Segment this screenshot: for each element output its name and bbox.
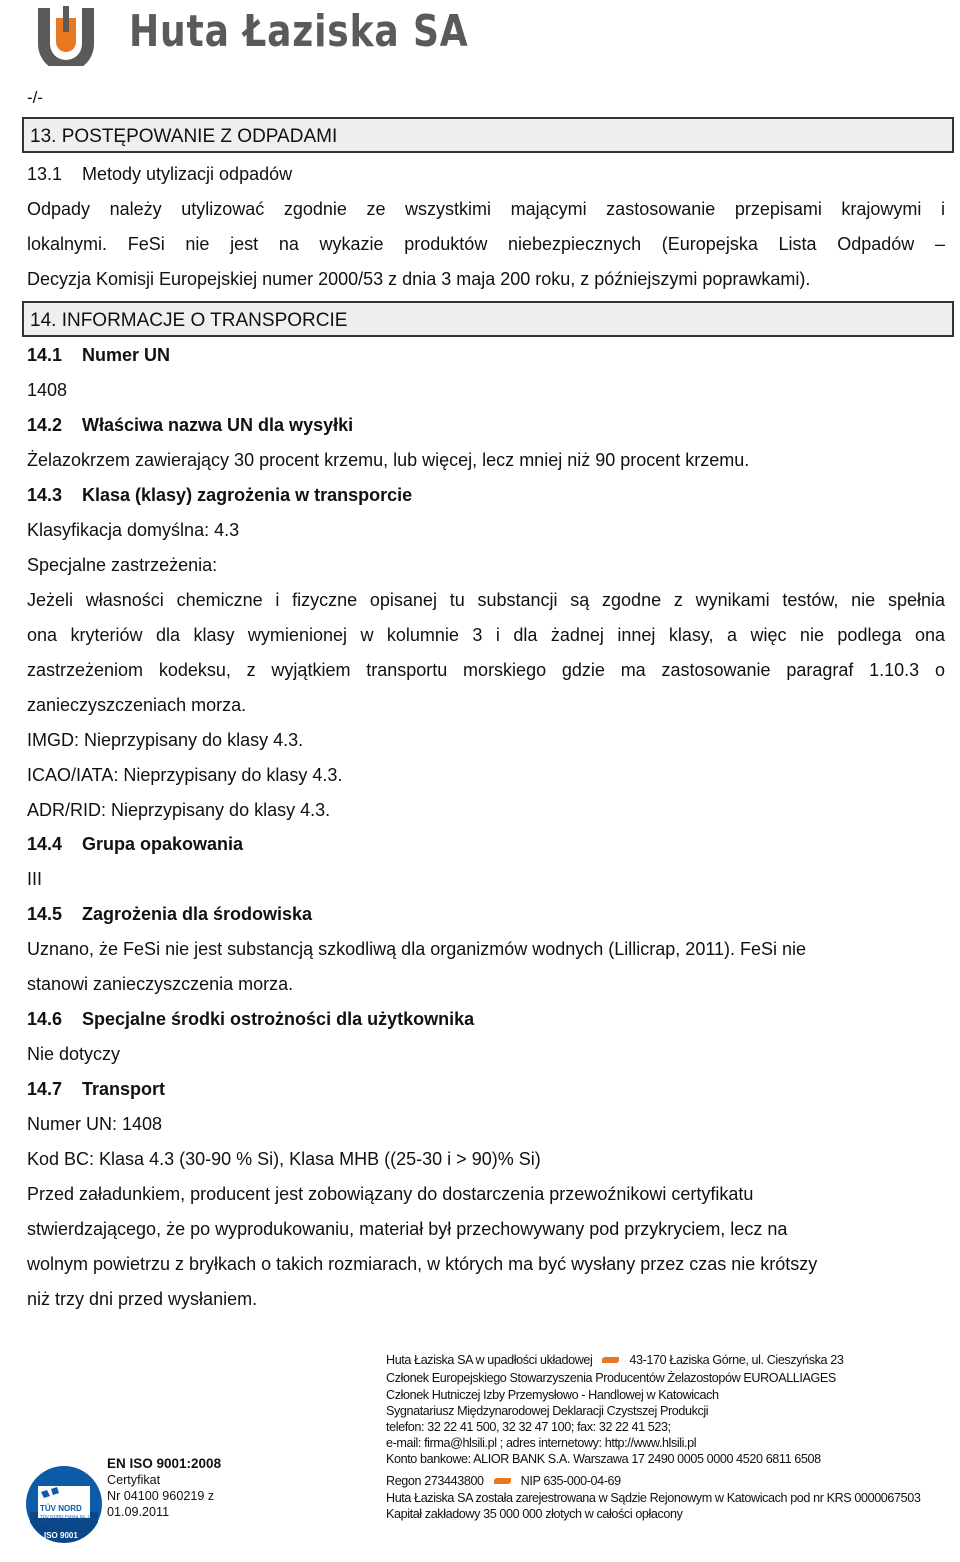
subsection-title: Transport [82,1079,166,1099]
paragraph-line: Jeżeli własności chemiczne i fizyczne opisanej tu substancji są zgodne z wynikami testów, nie spełnia [27,590,945,610]
page-mark: -/- [27,88,44,107]
subsection-number: 14.5 [27,904,63,924]
paragraph-line: Decyzja Komisji Europejskiej numer 2000/53 z dnia 3 maja 200 roku, z późniejszymi poprawkami). [27,269,811,289]
footer-company: Huta Łaziska SA w upadłości układowej [386,1353,593,1367]
paragraph-line: stanowi zanieczyszczenia morza. [27,974,294,994]
footer-line: Członek Hutniczej Izby Przemysłowo - Handlowej w Katowicach [386,1388,719,1402]
subsection-14-4-heading [27,834,243,855]
special-provisions-label: Specjalne zastrzeżenia: [27,555,218,575]
tuv-sub: TÜV NORD Polska Sp. z o.o. [40,1514,90,1524]
section-13-header [22,117,954,153]
subsection-14-7-heading [27,1079,165,1100]
bc-code: Kod BC: Klasa 4.3 (30-90 % Si), Klasa MHB ((25-30 i > 90)% Si) [27,1149,541,1169]
subsection-14-3-heading [27,485,412,506]
adr-classification: ADR/RID: Nieprzypisany do klasy 4.3. [27,800,331,820]
iso-certificate-number: Nr 04100 960219 z [107,1489,215,1503]
paragraph-line: Odpady należy utylizować zgodnie ze wszystkimi mającymi zastosowanie przepisami krajowymi i [27,199,945,219]
subsection-title: Klasa (klasy) zagrożenia w transporcie [82,485,413,505]
iso-standard: EN ISO 9001:2008 [107,1456,222,1471]
footer-regon: Regon 273443800 [386,1474,484,1488]
subsection-title: Grupa opakowania [82,834,244,854]
subsection-number: 14.3 [27,485,63,505]
footer-registration: Huta Łaziska SA została zarejestrowana w Sądzie Rejonowym w Katowicach pod nr KRS 0000067503 [386,1491,921,1505]
orange-arrow-icon [602,1357,619,1363]
imgd-classification: IMGD: Nieprzypisany do klasy 4.3. [27,730,304,750]
un-number-value: 1408 [27,380,68,400]
paragraph-line: lokalnymi. FeSi nie jest na wykazie produktów niebezpiecznych (Europejska Lista Odpadów – [27,234,945,254]
subsection-title: Metody utylizacji odpadów [82,164,293,184]
orange-arrow-icon [494,1478,511,1484]
footer-regon-line [386,1474,621,1488]
paragraph-line: niż trzy dni przed wysłaniem. [27,1289,258,1309]
logo-emblem-icon [26,4,126,66]
subsection-14-6-heading [27,1009,474,1030]
footer-nip: NIP 635-000-04-69 [520,1474,621,1488]
transport-un-number: Numer UN: 1408 [27,1114,163,1134]
section-14-header [22,301,954,337]
subsection-14-5-heading [27,904,312,925]
paragraph-line: Uznano, że FeSi nie jest substancją szkodliwą dla organizmów wodnych (Lillicrap, 2011). FeSi nie [27,939,807,959]
subsection-14-1-heading [27,345,170,366]
footer-line: Członek Europejskiego Stowarzyszenia Producentów Żelazostopów EUROALLIAGES [386,1371,836,1385]
paragraph-line: zanieczyszczeniach morza. [27,695,247,715]
tuv-name: TÜV NORD [40,1504,82,1513]
icao-classification: ICAO/IATA: Nieprzypisany do klasy 4.3. [27,765,343,785]
subsection-13-1-heading [27,164,292,185]
brand-name: Huta Łaziska SA [129,6,469,57]
footer-email: e-mail: firma@hlsili.pl ; adres internetowy: http://www.hlsili.pl [386,1436,697,1450]
iso-certificate-label: Certyfikat [107,1473,161,1487]
footer-line: Sygnatariusz Międzynarodowej Deklaracji Czystszej Produkcji [386,1404,709,1418]
subsection-title: Właściwa nazwa UN dla wysyłki [82,415,354,435]
default-classification: Klasyfikacja domyślna: 4.3 [27,520,240,540]
tuv-nord-badge [24,1452,104,1556]
footer-company-line [386,1353,843,1367]
paragraph-line: zastrzeżeniom kodeksu, z wyjątkiem transportu morskiego gdzie ma zastosowanie paragraf 1.10.3 o [27,660,945,680]
paragraph-line: stwierdzającego, że po wyprodukowaniu, materiał był przechowywany pod przykryciem, lecz na [27,1219,788,1239]
footer-bank: Konto bankowe: ALIOR BANK S.A. Warszawa 17 2490 0005 0000 4520 6811 6508 [386,1452,821,1466]
company-logo [26,4,469,66]
shipping-name-value: Żelazokrzem zawierający 30 procent krzemu, lub więcej, lecz mniej niż 90 procent krzemu. [27,450,750,470]
subsection-number: 13.1 [27,164,63,184]
subsection-number: 14.6 [27,1009,63,1029]
subsection-14-2-heading [27,415,353,436]
subsection-number: 14.2 [27,415,63,435]
section-13-title: 13. POSTĘPOWANIE Z ODPADAMI [30,126,338,147]
subsection-number: 14.1 [27,345,63,365]
subsection-title: Specjalne środki ostrożności dla użytkownika [82,1009,475,1029]
subsection-number: 14.4 [27,834,63,854]
subsection-title: Zagrożenia dla środowiska [82,904,313,924]
precautions-value: Nie dotyczy [27,1044,121,1064]
footer-address: 43-170 Łaziska Górne, ul. Cieszyńska 23 [629,1353,844,1367]
tuv-iso: ISO 9001 [44,1531,78,1540]
section-14-title: 14. INFORMACJE O TRANSPORCIE [30,310,348,331]
subsection-title: Numer UN [82,345,171,365]
footer-capital: Kapitał zakładowy 35 000 000 złotych w całości opłacony [386,1507,683,1521]
paragraph-line: ona kryteriów dla klasy wymienionej w kolumnie 3 i dla żadnej innej klasy, a więc nie podlega ona [27,625,945,645]
paragraph-line: Przed załadunkiem, producent jest zobowiązany do dostarczenia przewoźnikowi certyfikatu [27,1184,754,1204]
subsection-number: 14.7 [27,1079,63,1099]
footer-phone: telefon: 32 22 41 500, 32 32 47 100; fax: 32 22 41 523; [386,1420,671,1434]
paragraph-line: wolnym powietrzu z bryłkach o takich rozmiarach, w których ma być wysłany przez czas nie krótszy [27,1254,818,1274]
packing-group-value: III [27,869,43,889]
iso-certificate-date: 01.09.2011 [107,1505,170,1519]
